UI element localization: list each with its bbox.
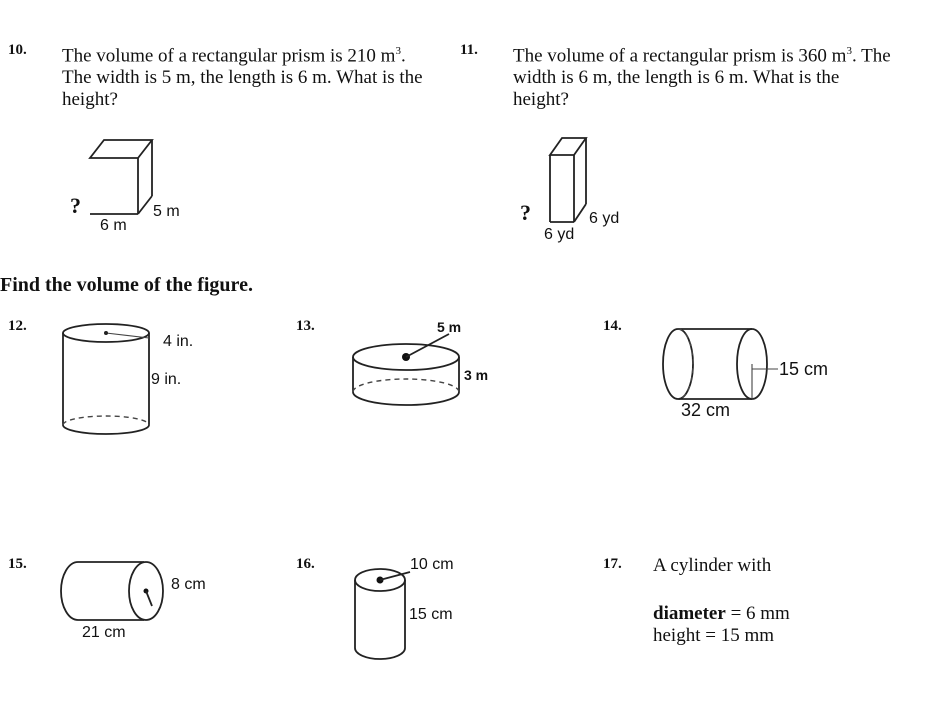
problem-16-number: 16. <box>296 556 315 572</box>
problem-17-diameter-label: diameter <box>653 603 726 624</box>
problem-12-number: 12. <box>8 318 27 334</box>
problem-10-exponent: 3 <box>395 45 401 57</box>
problem-14-length-label: 32 cm <box>681 400 731 420</box>
problem-10-line2: The width is 5 m, the length is 6 m. What is the <box>62 67 423 89</box>
problem-16-radius-label: 10 cm <box>410 556 454 573</box>
problem-11-length-label: 6 yd <box>544 226 575 243</box>
problem-10-length-label: 6 m <box>100 217 127 234</box>
problem-14-number: 14. <box>603 318 622 334</box>
problem-17-line1: A cylinder with <box>653 555 772 576</box>
problem-15-number: 15. <box>8 556 27 572</box>
problem-14-radius-label: 15 cm <box>779 359 829 379</box>
problem-12-radius-label: 4 in. <box>163 333 194 350</box>
problem-11-width-label: 6 yd <box>589 210 620 227</box>
section-heading: Find the volume of the figure. <box>0 274 253 296</box>
problem-11-line2: width is 6 m, the length is 6 m. What is the <box>513 67 840 89</box>
problem-12-height-label: 9 in. <box>151 371 182 388</box>
problem-10-unknown-height: ? <box>70 193 81 218</box>
problem-10-line1: The volume of a rectangular prism is 210 m <box>62 45 396 67</box>
problem-13-radius-label: 5 m <box>437 319 462 335</box>
problem-11-line3: height? <box>513 89 569 111</box>
problem-10-line1-end: . <box>400 45 406 67</box>
problem-10-number: 10. <box>8 42 27 58</box>
problem-10-line3: height? <box>62 89 118 111</box>
problem-10-width-label: 5 m <box>153 203 180 220</box>
problem-11-number: 11. <box>460 42 478 58</box>
problem-13-height-label: 3 m <box>464 367 489 383</box>
problem-16-height-label: 15 cm <box>409 606 453 623</box>
problem-17-diameter-value: = 6 mm <box>725 603 790 624</box>
problem-15-radius-label: 8 cm <box>171 576 206 593</box>
problem-13-number: 13. <box>296 318 315 334</box>
problem-15-length-label: 21 cm <box>82 624 126 641</box>
problem-11-unknown-height: ? <box>520 200 531 225</box>
problem-11-exponent: 3 <box>846 45 852 57</box>
problem-17-number: 17. <box>603 556 622 572</box>
problem-11-line1-end: . The <box>851 45 891 67</box>
problem-17-height-line: height = 15 mm <box>653 625 775 646</box>
problem-11-line1: The volume of a rectangular prism is 360 m <box>513 45 847 67</box>
problem-17-text <box>653 555 913 647</box>
